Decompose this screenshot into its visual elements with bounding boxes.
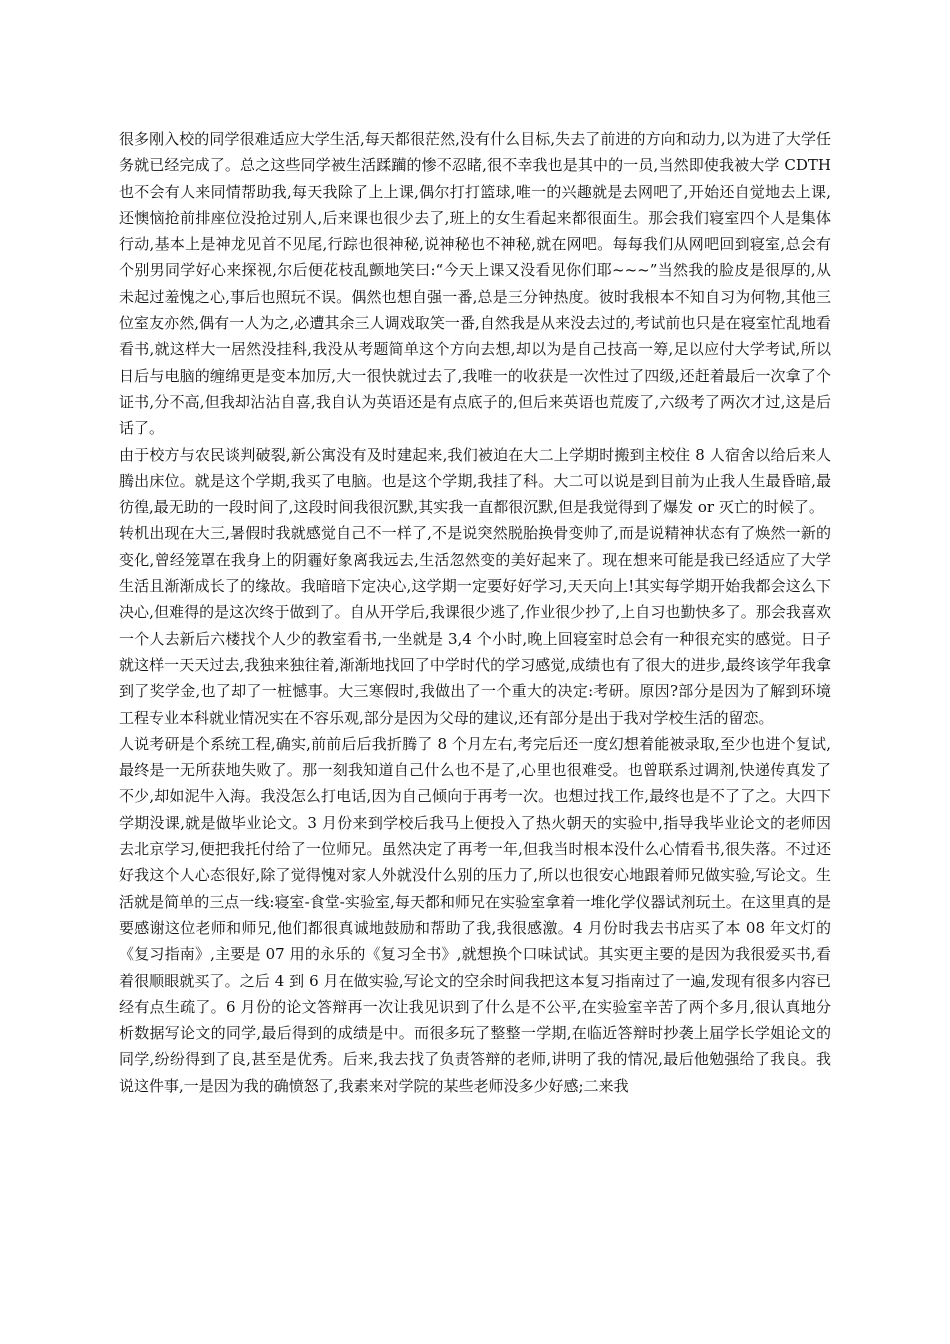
paragraph-1: 很多刚入校的同学很难适应大学生活,每天都很茫然,没有什么目标,失去了前进的方向和动力,以为进了大学任务就已经完成了。总之这些同学被生活蹂躏的惨不忍睹,很不幸我也是其中的一员,当然即使我被大学 CDTH 也不会有人来同情帮助我,每天我除了上上课,偶尔打打篮球,唯一的兴趣就是去网吧了,开始还自觉地去上课,还懊恼抢前排座位没抢过别人,后来课也很少去了,班上的女生看起来都很面生。那会我们寝室四个人是集体行动,基本上是神龙见首不见尾,行踪也很神秘,说神秘也不神秘,就在网吧。每每我们从网吧回到寝室,总会有个别男同学好心来探视,尔后便花枝乱颤地笑曰:“今天上课又没看见你们耶~~~”当然我的脸皮是很厚的,从未起过羞愧之心,事后也照玩不误。偶然也想自强一番,总是三分钟热度。彼时我根本不知自习为何物,其他三位室友亦然,偶有一人为之,必遭其余三人调戏取笑一番,自然我是从来没去过的,考试前也只是在寝室忙乱地看看书,就这样大一居然没挂科,我没从考题简单这个方向去想,却以为是自己技高一筹,足以应付大学考试,所以日后与电脑的缠绵更是变本加厉,大一很快就过去了,我唯一的收获是一次性过了四级,还赶着最后一次拿了个证书,分不高,但我却沾沾自喜,我自认为英语还是有点底子的,但后来英语也荒废了,六级考了两次才过,这是后话了。 — [119, 130, 831, 438]
paragraph-4: 人说考研是个系统工程,确实,前前后后我折腾了 8 个月左右,考完后还一度幻想着能被录取,至少也进个复试,最终是一无所获地失败了。那一刻我知道自己什么也不是了,心里也很难受。也曾联系过调剂,快递传真发了不少,却如泥牛入海。我没怎么打电话,因为自己倾向于再考一次。也想过找工作,最终也是不了了之。大四下学期没课,就是做毕业论文。3 月份来到学校后我马上便投入了热火朝天的实验中,指导我毕业论文的老师因去北京学习,便把我托付给了一位师兄。虽然决定了再考一年,但我当时根本没什么心情看书,很失落。不过还好我这个人心态很好,除了觉得愧对家人外就没什么别的压力了,所以也很安心地跟着师兄做实验,写论文。生活就是简单的三点一线:寝室-食堂-实验室,每天都和师兄在实验室拿着一堆化学仪器试剂玩土。在这里真的是要感谢这位老师和师兄,他们都很真诚地鼓励和帮助了我,我很感激。4 月份时我去书店买了本 08 年文灯的《复习指南》,主要是 07 用的永乐的《复习全书》,就想换个口味试试。其实更主要的是因为我很爱买书,看着很顺眼就买了。之后 4 到 6 月在做实验,写论文的空余时间我把这本复习指南过了一遍,发现有很多内容已经有点生疏了。6 月份的论文答辩再一次让我见识到了什么是不公平,在实验室辛苦了两个多月,很认真地分析数据写论文的同学,最后得到的成绩是中。而很多玩了整整一学期,在临近答辩时抄袭上届学长学姐论文的同学,纷纷得到了良,甚至是优秀。后来,我去找了负责答辩的老师,讲明了我的情况,最后他勉强给了我良。我说这件事,一是因为我的确愤怒了,我素来对学院的某些老师没多少好感;二来我 — [119, 734, 831, 1095]
document-body — [119, 126, 831, 1099]
paragraph-2: 由于校方与农民谈判破裂,新公寓没有及时建起来,我们被迫在大二上学期时搬到主校住 8 人宿舍以给后来人腾出床位。就是这个学期,我买了电脑。也是这个学期,我挂了科。大二可以说是到目前为止我人生最昏暗,最彷徨,最无助的一段时间了,这段时间我很沉默,其实我一直都很沉默,但是我觉得到了爆发 or 灭亡的时候了。 — [119, 445, 831, 517]
paragraph-3: 转机出现在大三,暑假时我就感觉自己不一样了,不是说突然脱胎换骨变帅了,而是说精神状态有了焕然一新的变化,曾经笼罩在我身上的阴霾好象离我远去,生活忽然变的美好起来了。现在想来可能是我已经适应了大学生活且渐渐成长了的缘故。我暗暗下定决心,这学期一定要好好学习,天天向上!其实每学期开始我都会这么下决心,但难得的是这次终于做到了。自从开学后,我课很少逃了,作业很少抄了,上自习也勤快多了。那会我喜欢一个人去新后六楼找个人少的教室看书,一坐就是 3,4 个小时,晚上回寝室时总会有一种很充实的感觉。日子就这样一天天过去,我独来独往着,渐渐地找回了中学时代的学习感觉,成绩也有了很大的进步,最终该学年我拿到了奖学金,也了却了一桩憾事。大三寒假时,我做出了一个重大的决定:考研。原因?部分是因为了解到环境工程专业本科就业情况实在不容乐观,部分是因为父母的建议,还有部分是出于我对学校生活的留恋。 — [119, 524, 831, 727]
